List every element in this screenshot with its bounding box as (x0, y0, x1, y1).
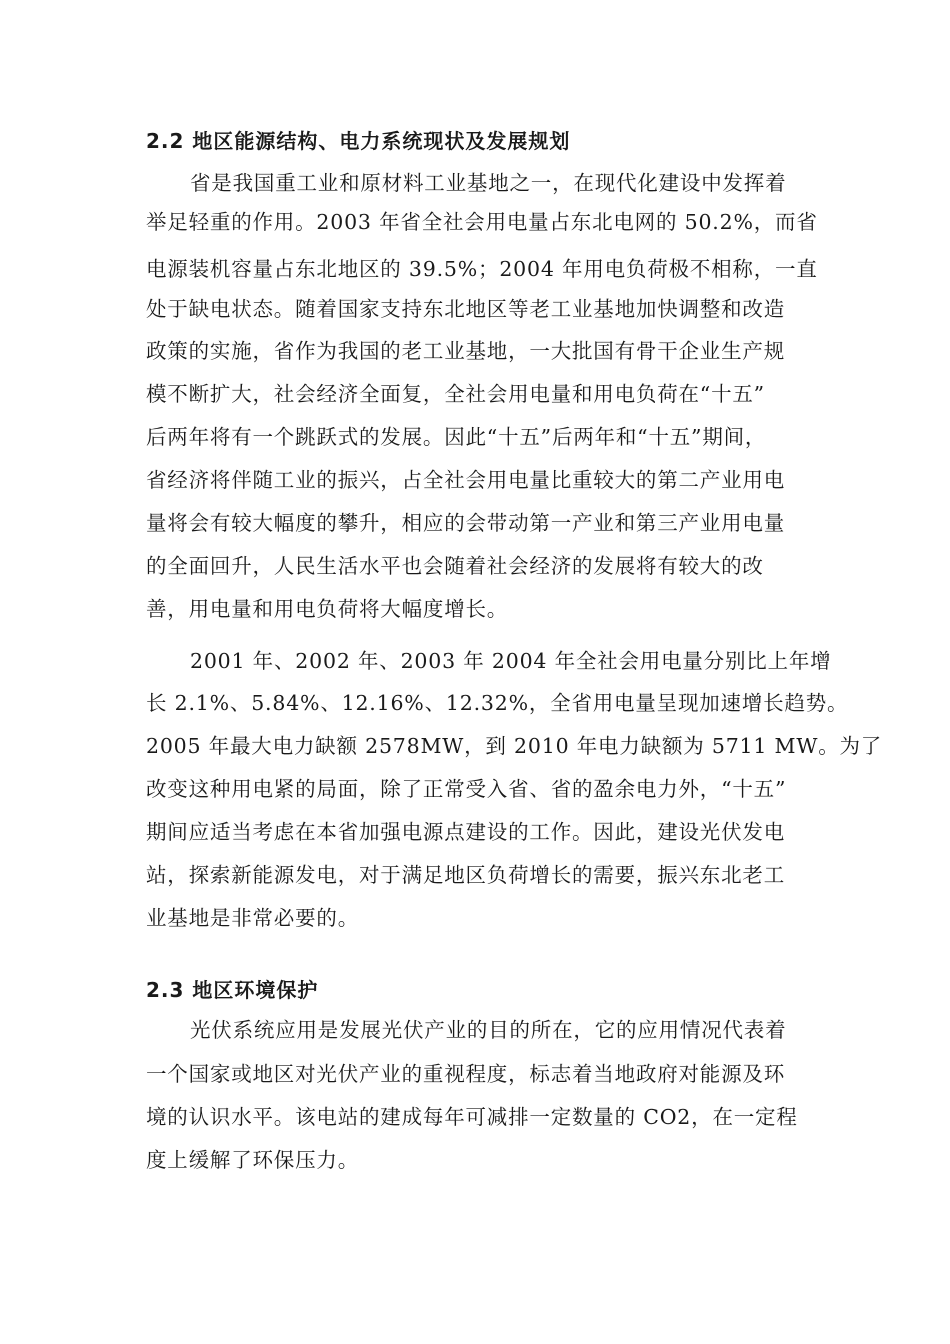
paragraph-line: 后两年将有一个跳跃式的发展。因此“十五”后两年和“十五”期间， (146, 425, 767, 449)
paragraph-line: 电源装机容量占东北地区的 39.5%；2004 年用电负荷极不相称，一直 (146, 257, 818, 281)
section-heading-2-3: 2.3 地区环境保护 (146, 978, 319, 1002)
paragraph-line: 省是我国重工业和原材料工业基地之一，在现代化建设中发挥着 (190, 171, 787, 195)
paragraph-line: 一个国家或地区对光伏产业的重视程度，标志着当地政府对能源及环 (146, 1062, 785, 1086)
paragraph-line: 省经济将伴随工业的振兴，占全社会用电量比重较大的第二产业用电 (146, 468, 785, 492)
paragraph-line: 政策的实施，省作为我国的老工业基地，一大批国有骨干企业生产规 (146, 339, 785, 363)
paragraph-line: 业基地是非常必要的。 (146, 906, 359, 930)
paragraph-line: 2001 年、2002 年、2003 年 2004 年全社会用电量分别比上年增 (190, 649, 832, 673)
section-heading-2-2: 2.2 地区能源结构、电力系统现状及发展规划 (146, 129, 571, 153)
paragraph-line: 模不断扩大，社会经济全面复，全社会用电量和用电负荷在“十五” (146, 382, 765, 406)
paragraph-line: 改变这种用电紧的局面，除了正常受入省、省的盈余电力外，“十五” (146, 777, 787, 801)
paragraph-line: 2005 年最大电力缺额 2578MW，到 2010 年电力缺额为 5711 MW。为了 (146, 734, 883, 758)
paragraph-line: 度上缓解了环保压力。 (146, 1148, 359, 1172)
paragraph-line: 期间应适当考虑在本省加强电源点建设的工作。因此，建设光伏发电 (146, 820, 785, 844)
paragraph-line: 长 2.1%、5.84%、12.16%、12.32%，全省用电量呈现加速增长趋势。 (146, 691, 849, 715)
paragraph-line: 举足轻重的作用。2003 年省全社会用电量占东北电网的 50.2%，而省 (146, 210, 818, 234)
paragraph-line: 光伏系统应用是发展光伏产业的目的所在，它的应用情况代表着 (190, 1018, 787, 1042)
paragraph-line: 境的认识水平。该电站的建成每年可减排一定数量的 CO2，在一定程 (146, 1105, 798, 1129)
paragraph-line: 的全面回升，人民生活水平也会随着社会经济的发展将有较大的改 (146, 554, 764, 578)
paragraph-line: 善，用电量和用电负荷将大幅度增长。 (146, 597, 509, 621)
paragraph-line: 站，探索新能源发电，对于满足地区负荷增长的需要，振兴东北老工 (146, 863, 785, 887)
paragraph-line: 量将会有较大幅度的攀升，相应的会带动第一产业和第三产业用电量 (146, 511, 785, 535)
paragraph-line: 处于缺电状态。随着国家支持东北地区等老工业基地加快调整和改造 (146, 297, 785, 321)
